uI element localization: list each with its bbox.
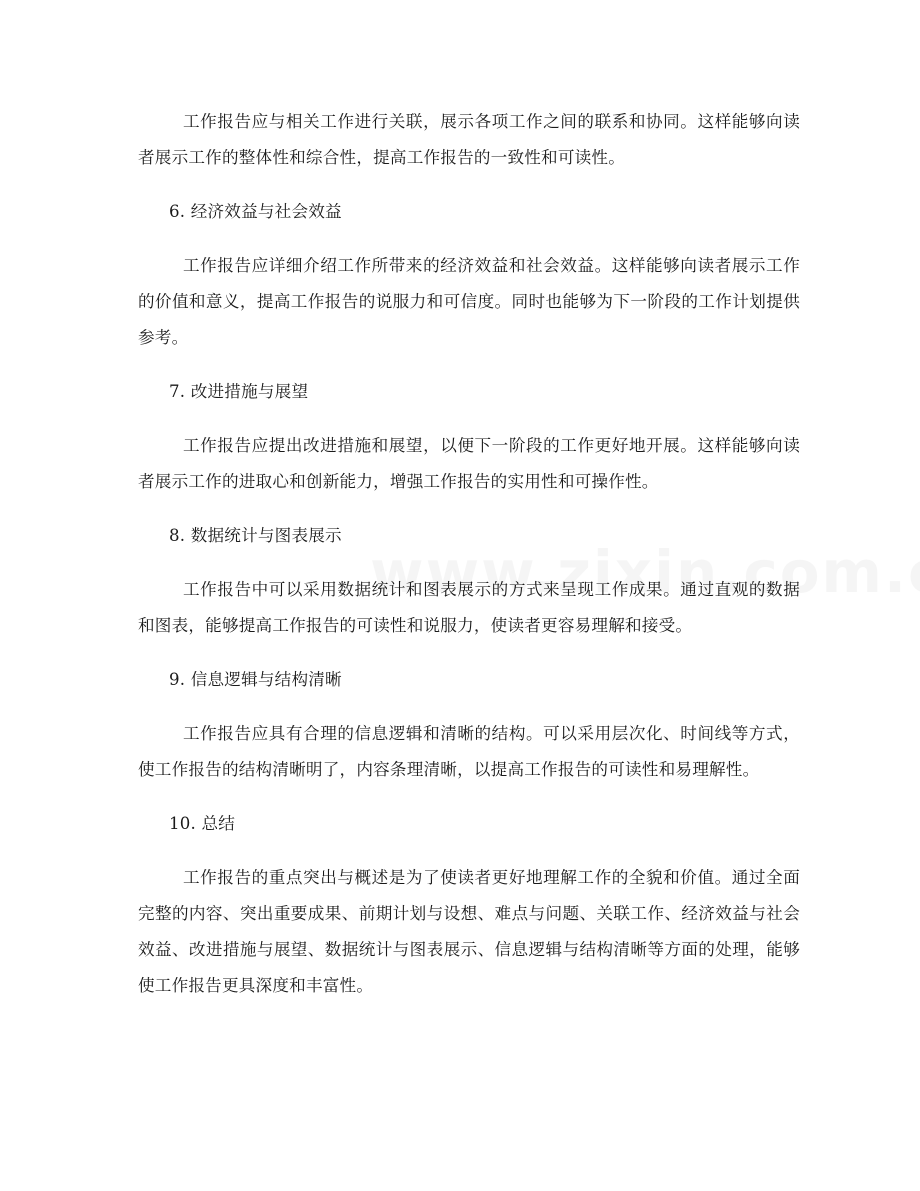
- section-7-body: 工作报告应提出改进措施和展望，以便下一阶段的工作更好地开展。这样能够向读者展示工作的进取心和创新能力，增强工作报告的实用性和可操作性。: [138, 436, 800, 491]
- section-8-body: 工作报告中可以采用数据统计和图表展示的方式来呈现工作成果。通过直观的数据和图表，能够提高工作报告的可读性和说服力，使读者更容易理解和接受。: [138, 580, 800, 635]
- document-body: [138, 104, 800, 1004]
- section-9-body: 工作报告应具有合理的信息逻辑和清晰的结构。可以采用层次化、时间线等方式，使工作报告的结构清晰明了，内容条理清晰，以提高工作报告的可读性和易理解性。: [138, 724, 800, 779]
- section-10-body: 工作报告的重点突出与概述是为了使读者更好地理解工作的全貌和价值。通过全面完整的内容、突出重要成果、前期计划与设想、难点与问题、关联工作、经济效益与社会效益、改进措施与展望、数据统计与图表展示、信息逻辑与结构清晰等方面的处理，能够使工作报告更具深度和丰富性。: [138, 868, 800, 995]
- section-9-heading: 9. 信息逻辑与结构清晰: [169, 670, 342, 689]
- section-8-heading: 8. 数据统计与图表展示: [169, 526, 342, 545]
- section-6-body: 工作报告应详细介绍工作所带来的经济效益和社会效益。这样能够向读者展示工作的价值和意义，提高工作报告的说服力和可信度。同时也能够为下一阶段的工作计划提供参考。: [138, 256, 800, 347]
- intro-paragraph: 工作报告应与相关工作进行关联，展示各项工作之间的联系和协同。这样能够向读者展示工作的整体性和综合性，提高工作报告的一致性和可读性。: [138, 112, 800, 167]
- section-6-heading: 6. 经济效益与社会效益: [169, 202, 342, 221]
- section-7-heading: 7. 改进措施与展望: [169, 382, 309, 401]
- section-10-heading: 10. 总结: [169, 814, 236, 833]
